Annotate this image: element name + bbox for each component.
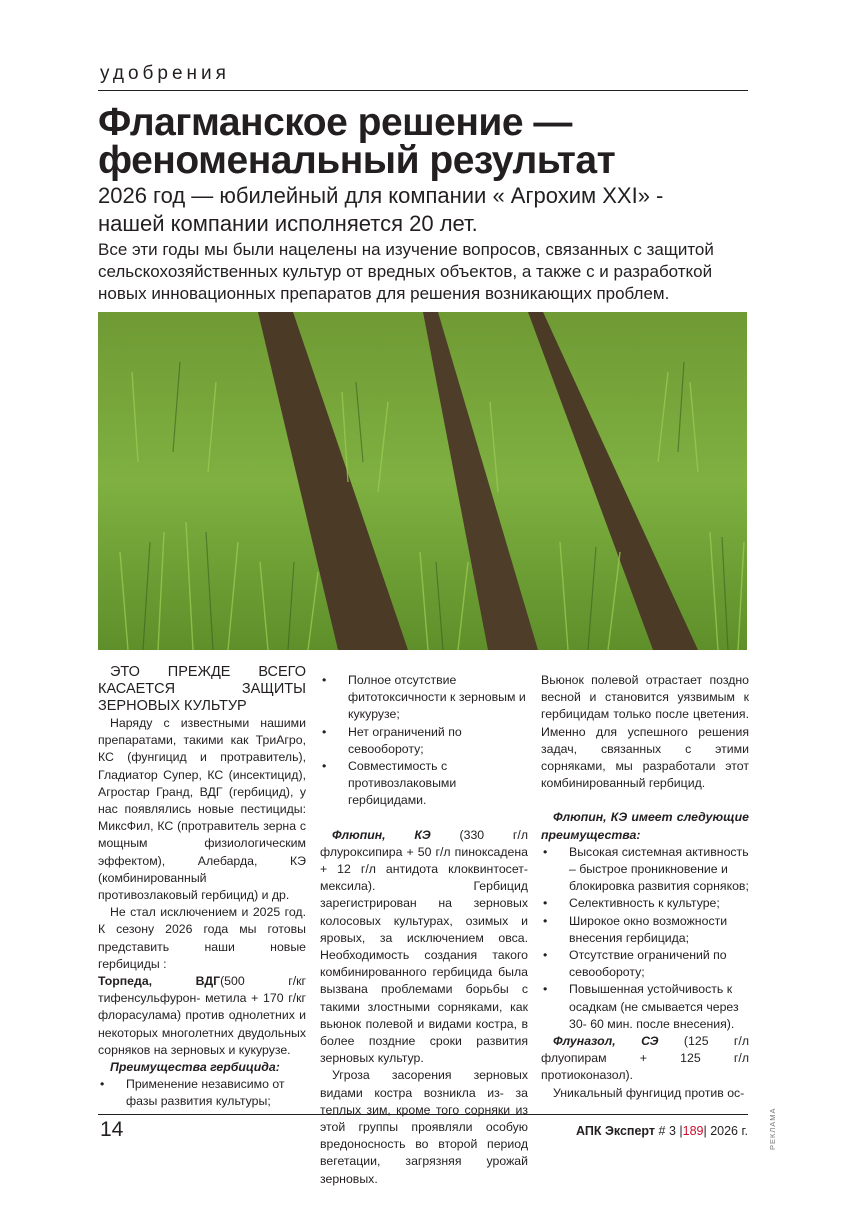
rubric-divider bbox=[98, 90, 748, 91]
footer-divider bbox=[98, 1114, 748, 1115]
product-name-flunazol: Флуназол, СЭ bbox=[553, 1034, 659, 1049]
section-kicker: ЭТО ПРЕЖДЕ ВСЕГО КАСАЕТСЯ ЗАЩИТЫ ЗЕРНОВЫХ КУЛЬТУР bbox=[98, 664, 306, 714]
list-item: • Совместимость с противозлаковыми гербицидами. bbox=[320, 758, 528, 810]
col1-paragraph-1: Наряду с известными нашими препаратами, такими как ТриАгро, КС (фунгицид и протравитель), Гладиатор Супер, КС (инсектицид), Агростар Гранд, ВДГ (гербицид), у нас появлялись новые пестициды: МиксФил, КС (протравитель зерна с мощным физиологическим эффектом), Алебарда, КЭ (комбинированный противозлаковый гербицид) и др. bbox=[98, 716, 306, 903]
col3-bullet-list bbox=[541, 844, 749, 1033]
title-line-2: феноменальный результат bbox=[98, 139, 616, 182]
list-item: • Применение независимо от фазы развития культуры; bbox=[98, 1076, 306, 1110]
list-item: • Полное отсутствие фитотоксичности к зерновым и кукурузе; bbox=[320, 672, 528, 724]
column-1 bbox=[98, 664, 306, 1111]
column-2 bbox=[320, 672, 528, 1188]
list-item: • Высокая системная активность – быстрое проникновение и блокировка развития сорняков; bbox=[541, 844, 749, 896]
subtitle-line-1: 2026 год — юбилейный для компании « Агрохим XXI» - bbox=[98, 183, 664, 208]
magazine-name: АПК Эксперт bbox=[576, 1124, 656, 1138]
product-name-torpeda: Торпеда, ВДГ bbox=[98, 974, 221, 989]
col2-paragraph-2: Угроза засорения зерновых видами костра возникла из- за теплых зим, кроме того сорняки из этой группы проявляли особую вредоносность во второй период вегетации, загрязняя урожай зерновых. bbox=[320, 1068, 528, 1186]
spacer bbox=[541, 792, 749, 809]
flyupin-description: (330 г/л флуроксипира + 50 г/л пиноксадена + 12 г/л антидота клоквинтосет- мексила). Гербицид зарегистрирован на зерновых колосовых культурах, озимых и яровых, за исключением овса. Необходимость создания такого комбинированного гербицида была вызвана проблемами борьбы с такими злостными сорняками, как вьюнок полевой и видами костра, в более поздние сроки развития зерновых культур. bbox=[320, 827, 528, 1066]
title-line-1: Флагманское решение — bbox=[98, 101, 572, 144]
advertising-label: РЕКЛАМА bbox=[768, 1107, 777, 1150]
col3-paragraph-flunazol bbox=[541, 1033, 749, 1085]
col3-subheading: Флюпин, КЭ имеет следующие преимущества: bbox=[541, 810, 749, 842]
issue-total: 189 bbox=[682, 1124, 704, 1138]
article-title bbox=[98, 101, 758, 182]
flunazol-description: (125 г/л флуопирам + 125 г/л протиоконазол). bbox=[541, 1034, 749, 1083]
list-item: • Повышенная устойчивость к осадкам (не смывается через 30- 60 мин. после внесения). bbox=[541, 981, 749, 1033]
wheat-field-photo bbox=[98, 312, 747, 650]
list-item: • Нет ограничений по севообороту; bbox=[320, 724, 528, 758]
col3-paragraph-1: Вьюнок полевой отрастает поздно весной и становится уязвимым к гербицидам только после цветения. Именно для успешного решения задач, связанных с этими сорняками, мы разработали этот комбинированный гербицид. bbox=[541, 673, 749, 791]
list-item: • Широкое окно возможности внесения гербицида; bbox=[541, 913, 749, 947]
col3-paragraph-3: Уникальный фунгицид против ос- bbox=[553, 1085, 745, 1100]
col1-paragraph-2: Не стал исключением и 2025 год. К сезону 2026 года мы готовы представить наши новые гербициды : bbox=[98, 905, 306, 971]
col2-paragraph-flyupin bbox=[320, 827, 528, 1068]
footer-masthead bbox=[576, 1124, 748, 1138]
column-3 bbox=[541, 672, 749, 1102]
list-item: • Селективность к культуре; bbox=[541, 895, 749, 912]
article-subtitle bbox=[98, 182, 758, 238]
rubric: удобрения bbox=[100, 63, 230, 84]
col2-bullet-list bbox=[320, 672, 528, 810]
torpeda-description: (500 г/кг тифенсульфурон- метила + 170 г/кг флорасулама) против однолетних и некоторых многолетних двудольных сорняков на зерновых и кукурузе. bbox=[98, 974, 306, 1057]
col1-subheading: Преимущества гербицида: bbox=[110, 1060, 280, 1075]
subtitle-line-2: нашей компании исполняется 20 лет. bbox=[98, 211, 478, 236]
product-name-flyupin: Флюпин, КЭ bbox=[332, 827, 431, 842]
issue-year: | 2026 г. bbox=[703, 1124, 748, 1138]
article-lead: Все эти годы мы были нацелены на изучение вопросов, связанных с защитой сельскохозяйственных культур от вредных объектов, а также с и разработкой новых инновационных препаратов для решения возникающих проблем. bbox=[98, 240, 714, 303]
col1-bullet-list bbox=[98, 1076, 306, 1110]
wheat-field-illustration bbox=[98, 312, 747, 650]
issue-number: # 3 | bbox=[658, 1124, 683, 1138]
spacer bbox=[320, 810, 528, 827]
page-number: 14 bbox=[100, 1118, 124, 1141]
col1-paragraph-torpeda bbox=[98, 973, 306, 1059]
list-item: • Отсутствие ограничений по севообороту; bbox=[541, 947, 749, 981]
